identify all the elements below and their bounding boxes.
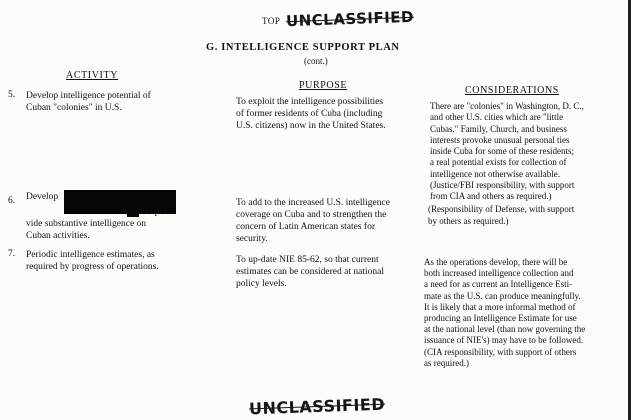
text-line: To add to the increased U.S. intelligence [236, 198, 390, 208]
classification-stamp-top: UNCLASSIFIED [285, 7, 414, 31]
top-word: TOP [262, 16, 281, 27]
text-line: coverage on Cuba and to strengthen the [236, 210, 387, 220]
text-line: interests provoke unusual personal ties [430, 134, 570, 145]
row-5-purpose [236, 96, 426, 132]
text-line: issuance of NIE's) may have to be followed. [424, 335, 584, 346]
text-line: (Responsibility of Defense, with support [428, 204, 575, 214]
text-line: inside Cuba for some of these residents; [430, 146, 574, 157]
text-line: as required.) [424, 357, 469, 368]
text-line: As the operations develop, there will be [424, 257, 568, 267]
text-line: and other U.S. cities which are "little [430, 112, 564, 123]
text-line: required by progress of operations. [26, 262, 159, 272]
document-subtitle: (cont.) [304, 56, 328, 66]
text-line: both increased intelligence collection and [424, 268, 574, 279]
text-line: Develop intelligence potential of [26, 91, 151, 101]
text-line: To exploit the intelligence possibilities [236, 97, 384, 107]
text-line: To up-date NIE 85-62, so that current [236, 255, 379, 265]
text-line: a real potential exists for collection of [430, 157, 567, 168]
text-line: at the national level (than now governing the [424, 324, 586, 335]
redaction-block [127, 211, 139, 217]
text-line: Periodic intelligence estimates, as [26, 250, 155, 260]
row-number: 6. [8, 196, 16, 206]
text-line: Cuban activities. [26, 231, 90, 241]
text-line: a need for as current an Intelligence Esti- [424, 279, 573, 290]
classification-stamp-bottom: UNCLASSIFIED [248, 394, 386, 419]
row-6-purpose [236, 197, 426, 245]
text-line: It is likely that a more informal method of [424, 301, 576, 312]
column-header-purpose: PURPOSE [299, 80, 348, 91]
row-5-activity [26, 90, 216, 114]
row-6-considerations [428, 204, 628, 227]
row-7-purpose [236, 254, 426, 290]
row-6-activity-first: Develop [26, 192, 59, 202]
row-number: 7. [8, 249, 16, 259]
text-line: intelligence not otherwise available. [430, 168, 560, 179]
row-6-activity-after-redaction: to pro- [145, 207, 171, 217]
row-number: 5. [8, 90, 16, 100]
row-6-activity [26, 218, 216, 242]
column-header-activity: ACTIVITY [66, 70, 119, 81]
text-line: security. [236, 234, 268, 244]
text-line: Cuban "colonies" in U.S. [26, 103, 122, 113]
document-title: G. INTELLIGENCE SUPPORT PLAN [206, 42, 400, 53]
text-line: estimates can be considered at national [236, 267, 384, 277]
text-line: of former residents of Cuba (including [236, 109, 383, 119]
text-line: Cubas." Family, Church, and business [430, 123, 567, 134]
row-7-considerations [424, 257, 629, 369]
column-header-considerations: CONSIDERATIONS [465, 85, 559, 96]
text-line: vide substantive intelligence on [26, 219, 147, 229]
text-line: producing an Intelligence Estimate for use [424, 313, 577, 324]
text-line: concern of Latin American states for [236, 222, 376, 232]
row-5-considerations [430, 101, 630, 203]
text-line: by others as required.) [428, 215, 509, 226]
text-line: There are "colonies" in Washington, D. C., [430, 101, 584, 111]
text-line: (Justice/FBI responsibility, with support [430, 180, 575, 191]
text-line: (CIA responsibility, with support of others [424, 346, 577, 357]
text-line: policy levels. [236, 279, 287, 289]
text-line: mate as the U.S. can produce meaningfully. [424, 290, 581, 301]
text-line: U.S. citizens) now in the United States. [236, 121, 386, 131]
row-7-activity [26, 249, 226, 273]
text-line: from CIA and others as required.) [430, 191, 552, 202]
classification-header [262, 7, 414, 31]
